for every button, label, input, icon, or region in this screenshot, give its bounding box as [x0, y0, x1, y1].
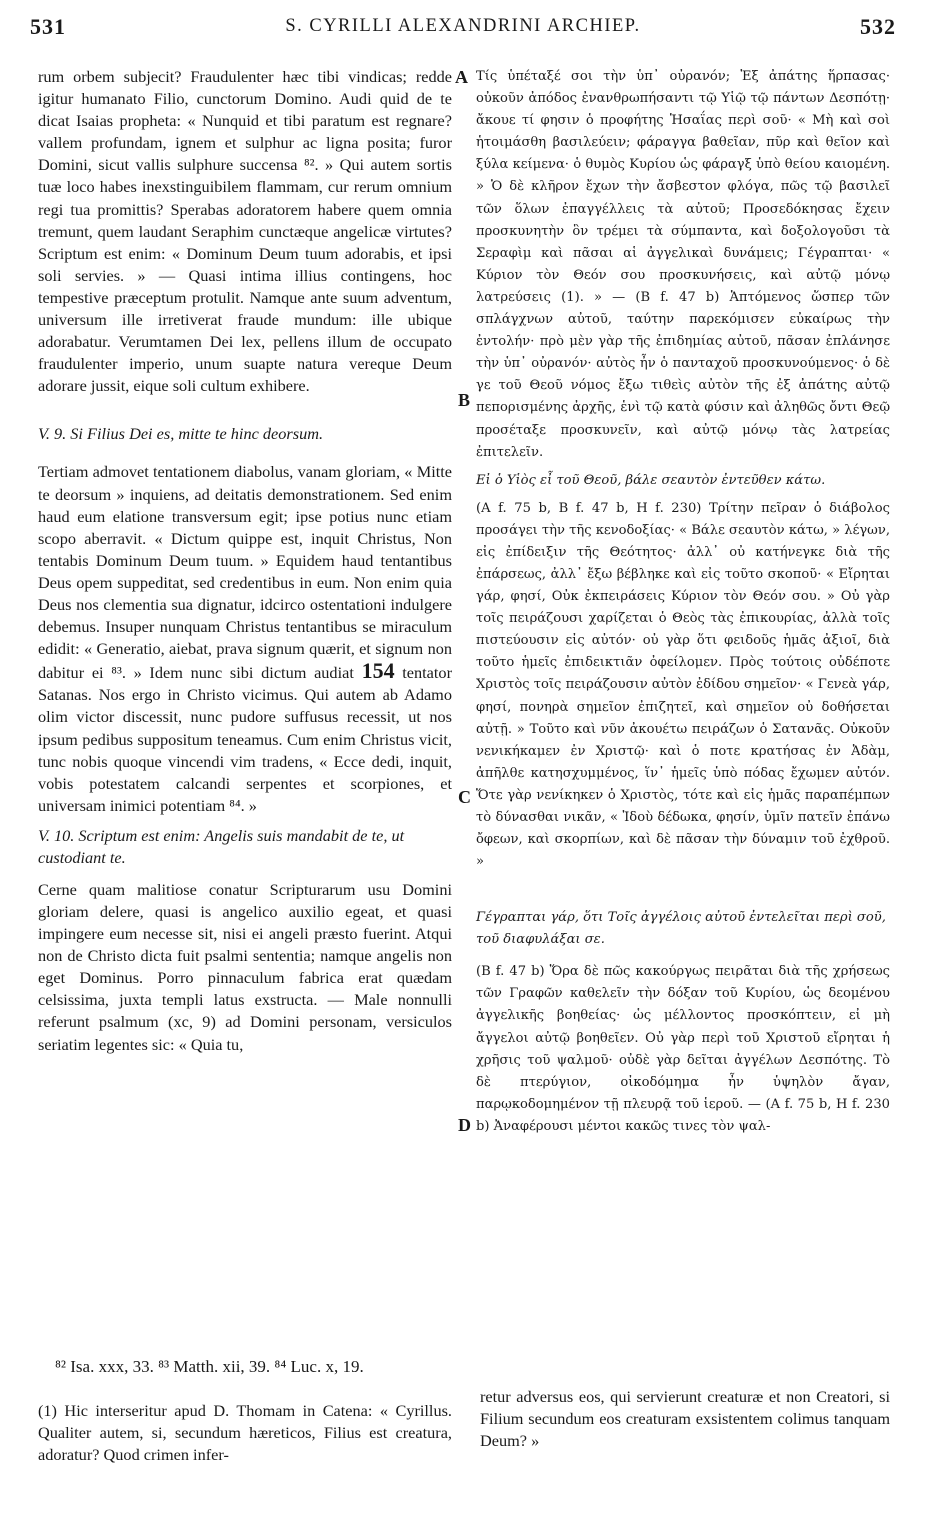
latin-paragraph-2: [38, 461, 452, 817]
latin-paragraph-1: rum orbem subjecit? Fraudulenter hæc tibi vindicas; redde igitur humanato Filio, cunctorum Domino. Audi quid de te dicat Isaias propheta: « Nunquid et tibi paratum est regnare? vallem profundam, ignem et sulphur ac ligna posita; furor Domini, sicut vallis sulphure succensa ⁸². » Qui autem sortis tuæ loco habes inexstinguibilem flammam, cur rerum omnium regi tua promittis? Sperabas adoratorem habere quem omnia tremunt, quem laudant Seraphim cunctæque angelicæ virtutes? Scriptum est enim: « Dominum Deum tuum adorabis, et ipsi soli servies. » — Quasi intima illius contingens, hoc tempestive præceptum protulit. Namque ante suum adventum, universum ille irretiverat fraude mundum: ille ubique adorabatur. Verumtamen Dei lex, pellens illum de occupato fraudulenter imperio, unum suapte natura vereque Deum adorare jussit, eique soli cultum exhibere.: [38, 67, 452, 396]
latin-paragraph-2a: Tertiam admovet tentationem diabolus, vanam gloriam, « Mitte te deorsum » inquiens, ad deitatis demonstrationem. Sed enim haud eum elatione transversum egit; ipse potius nunc etiam scopo aberravit. « Dictum quippe est, inquit Christus, Non tentabis Dominum Deum tuum. » Equidem haud tentantibus Deus opem suppeditat, sed credentibus in eum. Non enim quia Deus nos clementia sua dignatur, idcirco ostentationi indulgere debemus. Insuper nunquam Christus tentantibus se miraculum edidit: « Generatio, aiebat, prava signum quærit, et signum non dabitur ei ⁸³. » Idem nunc sibi dictum audiat: [38, 462, 452, 683]
greek-verse-heading-9: Εἰ ὁ Υἱὸς εἶ τοῦ Θεοῦ, βάλε σεαυτὸν ἐντεῦθεν κάτω.: [476, 472, 826, 488]
page-header: [30, 14, 896, 46]
margin-letter-c: C: [458, 787, 471, 807]
greek-paragraph-3: (B f. 47 b) Ὅρα δὲ πῶς κακούργως πειρᾶται διὰ τῆς χρήσεως τῶν Γραφῶν καθελεῖν τὴν δόξαν τοῦ Κυρίου, ὡς δεομένου ἀγγελικῆς βοηθείας· ὡς μέλλοντος προσκόπτειν, εἰ μὴ ἄγγελοι αὐτῷ βοηθεῖεν. Οὐ γὰρ περὶ τοῦ Χριστοῦ εἴρηται ἡ χρῆσις τοῦ ψαλμοῦ· οὐδὲ γὰρ δεῖται ἀγγέλων Δεσπότης. Τὸ δὲ πτερύγιον, οἰκοδόμημα ἦν ὑψηλὸν ἄγαν, παρῳκοδομημένον τῇ πλευρᾷ τοῦ ἱεροῦ. — (A f. 75 b, H f. 230 b) Ἀναφέρουσι μέντοι κακῶς τινες τὸν ψαλ-: [476, 964, 890, 1134]
latin-paragraph-3: Cerne quam malitiose conatur Scripturarum usu Domini gloriam delere, quasi is angelico auxilio egeat, et quasi impingere eum necesse sit, nisi ei angeli præsto fuerint. Atqui non de Christo dicta fuit psalmi sententia; namque angelis non eget Dominus. Porro pinnaculum fabrica erat quædam celsissima, juxta templi latus exstructa. — Male nonnulli referunt psalmum (xc, 9) ad Domini personam, versiculos seriatim legentes sic: « Quia tu,: [38, 879, 452, 1054]
latin-verse-heading-9: V. 9. Si Filius Dei es, mitte te hinc deorsum.: [38, 424, 324, 444]
latin-verse-heading-10: V. 10. Scriptum est enim: Angelis suis mandabit de te, ut custodiant te.: [38, 825, 405, 867]
footnote-left: (1) Hic interseritur apud D. Thomam in Catena: « Cyrillus. Qualiter autem, si, secundum hæreticos, Filius est creatura, adoratur? Quod crimen infer-: [38, 1401, 452, 1464]
margin-letter-d: D: [458, 1115, 471, 1135]
page-number-left: 531: [30, 14, 66, 39]
page-number-right: 532: [860, 14, 896, 39]
margin-letter-a: A: [455, 67, 468, 87]
column-number-154: 154: [361, 658, 395, 684]
greek-paragraph-2: (A f. 75 b, B f. 47 b, H f. 230) Τρίτην πεῖραν ὁ διάβολος προσάγει τὴν τῆς κενοδοξίας· « Βάλε σεαυτὸν κάτω, » λέγων, εἰς ἐπίδειξιν τῆς Θεότητος· ἀλλ᾽ οὐ κατήνεγκε διὰ τῆς ἐπάρσεως, ἀλλ᾽ ἔξω βέβληκε καὶ εἰς τοῦτο σκοποῦ· « Εἴρηται γάρ, φησί, Οὐκ ἐκπειράσεις Κύριον τὸν Θεόν σου. » Οὐ γὰρ τοῖς πειράζουσι χαρίζεται ὁ Θεὸς τὰς ἐπικουρίας, ἀλλὰ τοῖς πιστεύουσιν εἰς αὐτόν· οὐ γὰρ ὅτι φειδοῦς ἡμᾶς ἀξιοῖ, διὰ τοῦτο ἡμεῖς ἐπιδεικτιᾶν ὀφείλομεν. Πρὸς τούτοις οὐδέποτε Χριστὸς τοῖς πειράζουσιν αὐτὸν ἐδίδου σημεῖον· « Γενεὰ γάρ, φησί, πονηρὰ σημεῖον ἐπιζητεῖ, καὶ σημεῖον οὐ δοθήσεται αὐτῇ. » Τοῦτο καὶ νῦν ἀκουέτω πειράζων ὁ Σατανᾶς. Οὐκοῦν νενικήκαμεν ἐν Χριστῷ· καὶ ὁ ποτε κρατήσας ἐν Ἀδὰμ, ἀπῆλθε κατησχυμμένος, ἵν᾽ ἡμεῖς ὑπὸ πόδας ἔχωμεν αὐτόν. Ὅτε γὰρ νενίκηκεν ὁ Χριστὸς, τότε καὶ εἰς ἡμᾶς παραπέμπων τὸ δύνασθαι νικᾶν, « Ἰδοὺ δέδωκα, φησίν, ὑμῖν πατεῖν ἐπάνω ὄφεων, καὶ σκορπίων, καὶ δὲ πᾶσαν τὴν δύναμιν τοῦ ἐχθροῦ. »: [476, 500, 890, 870]
latin-paragraph-2b: tentator Satanas. Nos ergo in Christo vicimus. Qui autem ab Adamo olim victor discessit, nunc pudore suffusus recessit, ut nos ipsum pedibus suppositum teneamus. Cum enim Christus vicit, tunc nobis quoque vincendi vim tradens, « Ecce dedi, inquit, vobis potestatem calcandi serpentes et scorpiones, et universam inimici potentiam ⁸⁴. »: [38, 663, 452, 815]
latin-column: [38, 66, 452, 1056]
greek-column: [476, 66, 890, 1138]
scripture-references: ⁸² Isa. xxx, 33. ⁸³ Matth. xii, 39. ⁸⁴ Luc. x, 19.: [55, 1357, 364, 1376]
footnote-right: retur adversus eos, qui servierunt creaturæ et non Creatori, si Filium secundum eos creaturam exsistentem colimus tanquam Deum? »: [480, 1387, 890, 1450]
running-title: S. CYRILLI ALEXANDRINI ARCHIEP.: [285, 16, 641, 36]
greek-paragraph-1: Τίς ὑπέταξέ σοι τὴν ὑπ᾽ οὐρανόν; Ἐξ ἀπάτης ἥρπασας· οὐκοῦν ἀπόδος ἐνανθρωπήσαντι τῷ Υἱῷ τῷ πάντων Δεσπότῃ· ἄκουε τί φησιν ὁ προφήτης Ἡσαΐας περὶ σοῦ· « Μὴ καὶ σοὶ ἡτοιμάσθη βασιλεύειν; φάραγγα βαθεῖαν, πῦρ καὶ θεῖον καὶ ξύλα κείμενα· ὁ θυμὸς Κυρίου ὡς φάραγξ ὑπὸ θείου καιομένη. » Ὁ δὲ κλῆρον ἔχων τὴν ἄσβεστον φλόγα, πῶς τῷ βασιλεῖ τῶν ὅλων ἐπαγγέλλεις τὰ αὐτοῦ; Προσεδόκησας ἔχειν προσκυνητὴν ὃν τρέμει τὰ σύμπαντα, καὶ δοξολογοῦσι τὰ Σεραφὶμ καὶ πᾶσαι αἱ ἀγγελικαὶ δυνάμεις; Γέγραπται· « Κύριον τὸν Θεόν σου προσκυνήσεις, καὶ αὐτῷ μόνῳ λατρεύσεις (1). » — (B f. 47 b) Ἁπτόμενος ὥσπερ τῶν σπλάγχνων αὐτοῦ, ταύτην παρεκόμισεν εὐκαίρως τὴν ἐντολήν· πρὸ μὲν γὰρ τῆς ἐπιδημίας αὐτοῦ, πᾶσαν ἐπλάνησε τὴν ὑπ᾽ οὐρανόν· αὐτὸς ἦν ὁ πανταχοῦ προσκυνούμενος· ὁ δὲ γε τοῦ Θεοῦ νόμος ἔξω τιθεὶς αὐτὸν τῆς ἐξ ἀπάτης αὐτῷ πεπορισμένης ἀρχῆς, ἑνὶ τῷ κατὰ φύσιν καὶ ἀληθῶς ὄντι Θεῷ προσέταξε προσκυνεῖν, καὶ αὐτῷ μόνῳ τὰς λατρείας ἐπιτελεῖν.: [476, 69, 890, 460]
greek-verse-heading-10: Γέγραπται γάρ, ὅτι Τοῖς ἀγγέλοις αὐτοῦ ἐντελεῖται περὶ σοῦ, τοῦ διαφυλάξαι σε.: [476, 910, 886, 948]
margin-letter-b: B: [458, 390, 471, 410]
